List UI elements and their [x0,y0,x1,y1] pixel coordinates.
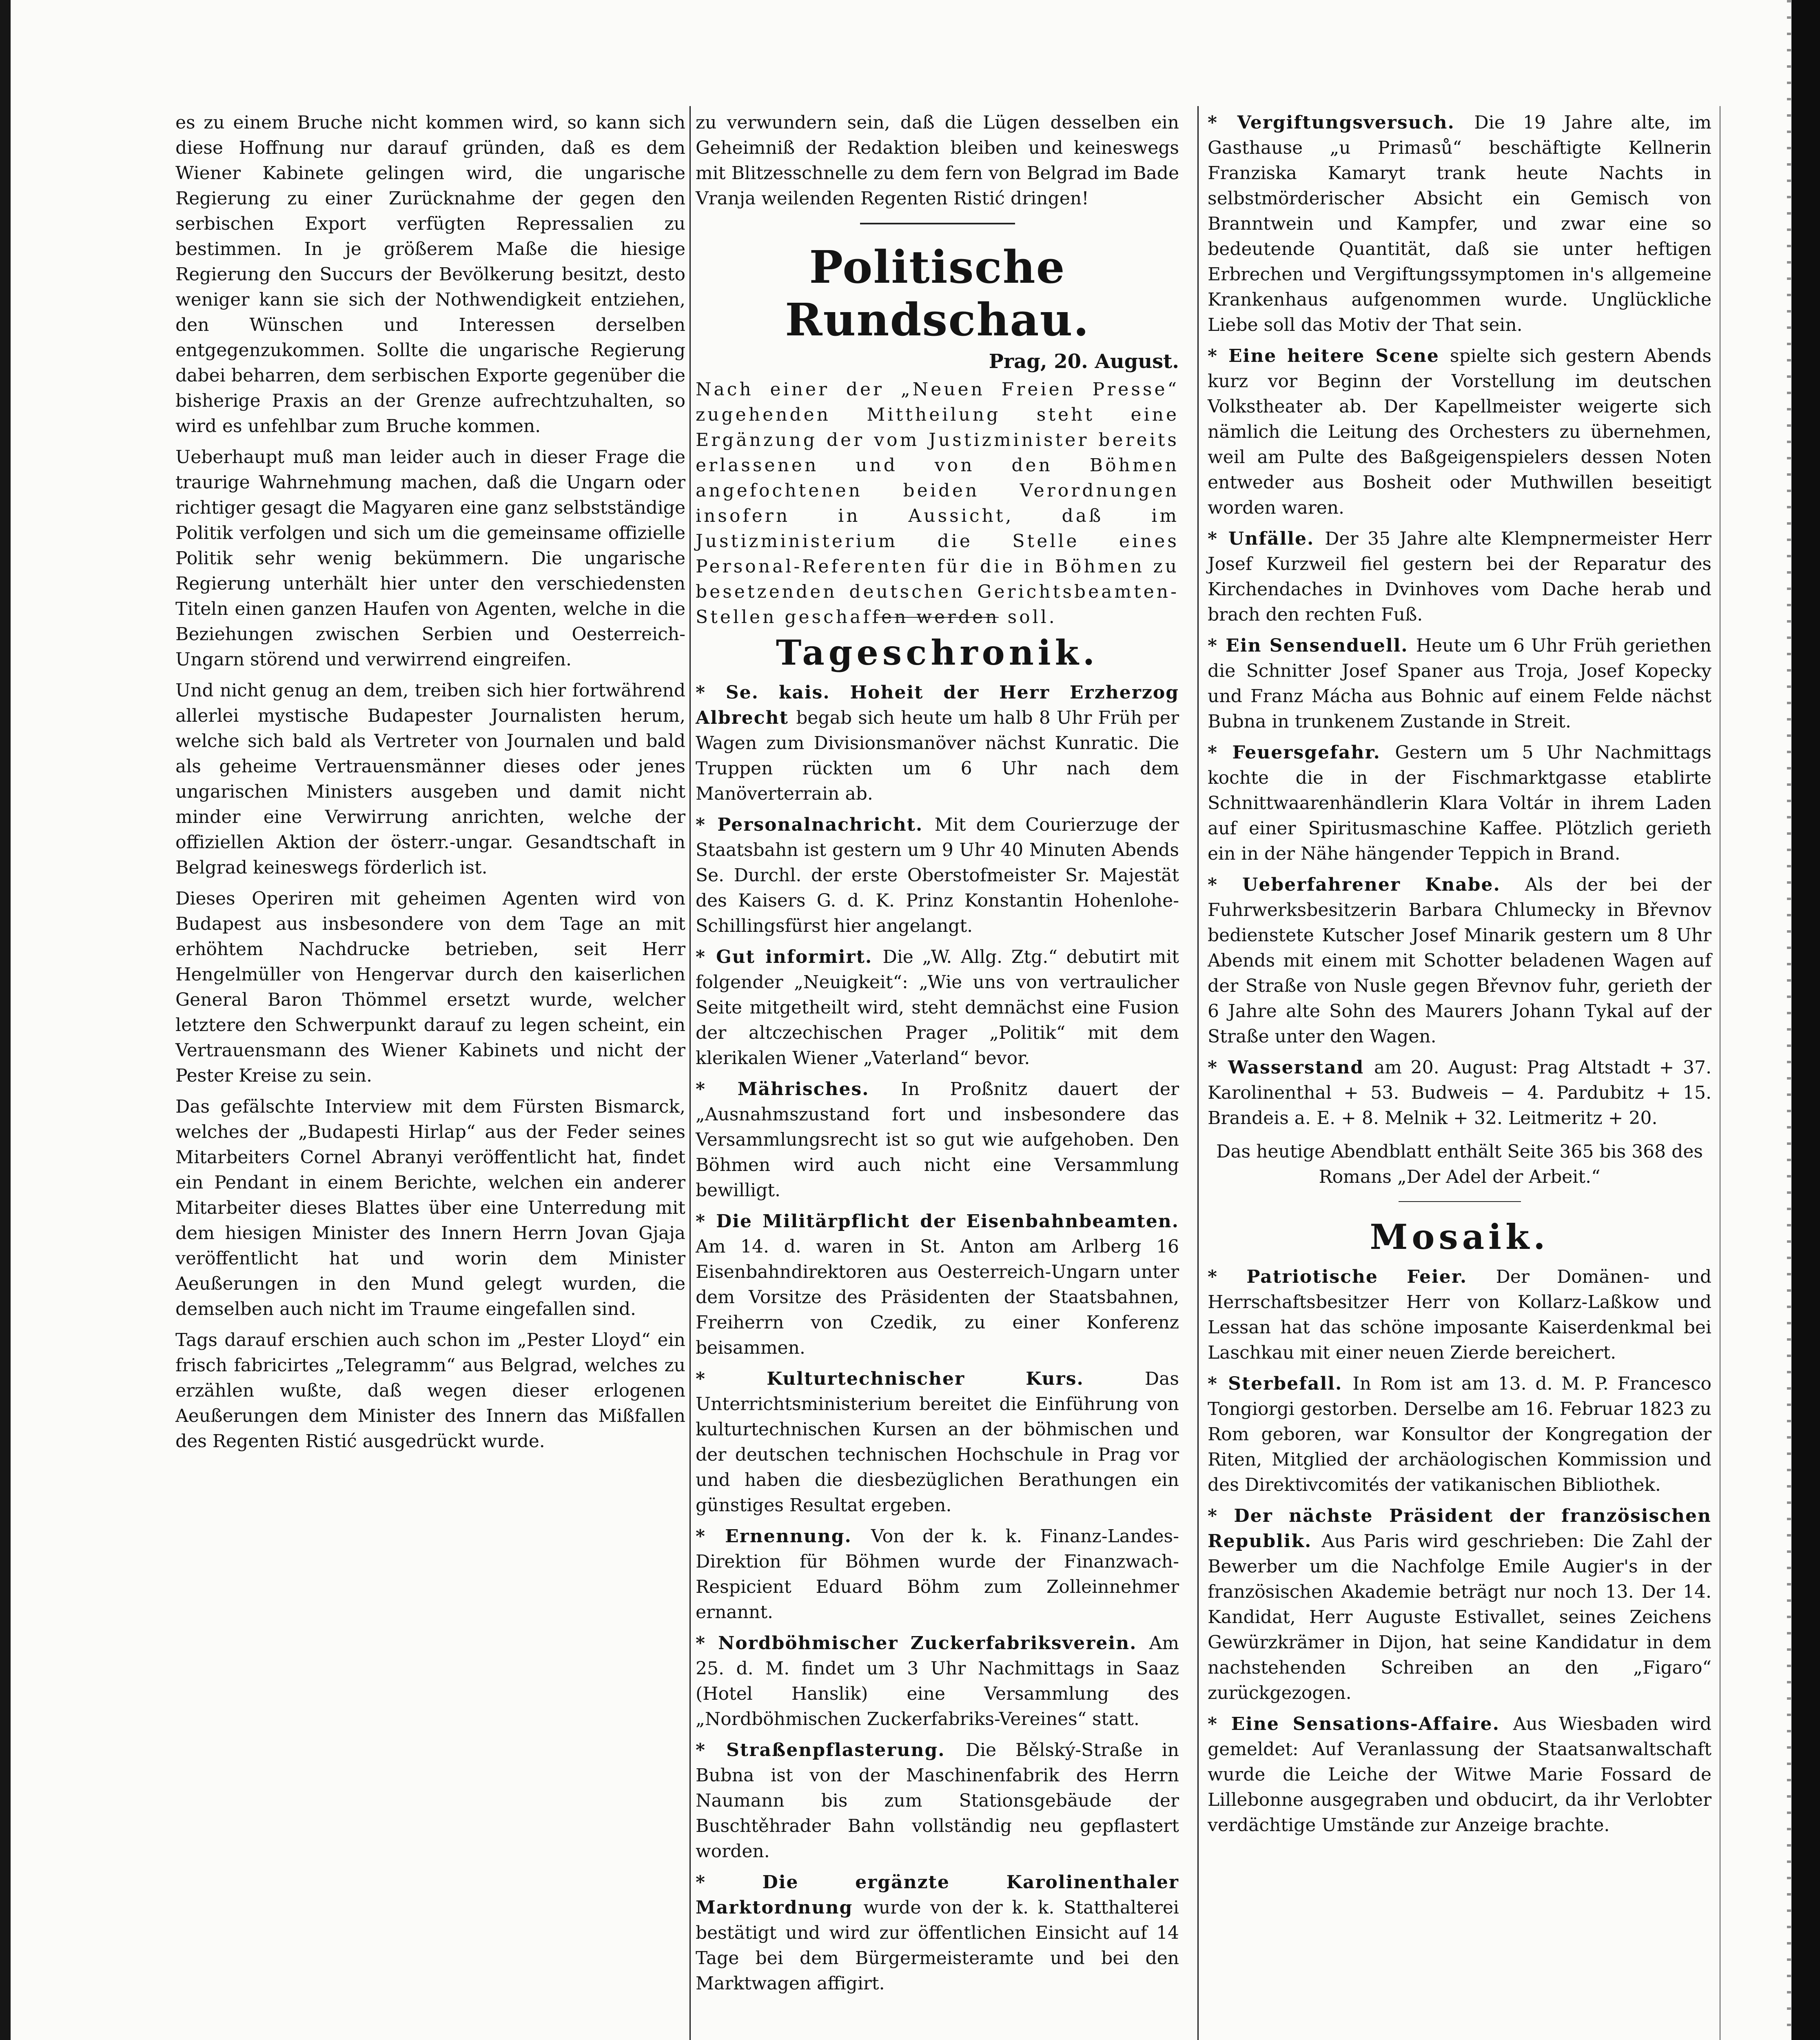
article-paragraph: Tags darauf erschien auch schon im „Pester Lloyd“ ein frisch fabricirtes „Telegramm“ aus Belgrad, welches zu erzählen wußte, daß wegen dieser erlogenen Aeußerungen dem Minister des Innern das Mißfallen des Regenten Ristić ausgedrückt wurde. [175,1330,685,1452]
article-paragraph: Nach einer der „Neuen Freien Presse“ zugehenden Mittheilung steht eine Ergänzung der vom Justizminister bereits erlassenen und von den Böhmen angefochtenen beiden Verordnungen insofern in Aussicht, daß im Justizministerium die Stelle eines Personal-Referenten für die in Böhmen zu besetzenden deutschen Gerichtsbeamten-Stellen geschaffen werden soll. [696,379,1179,628]
scan-edge-left [0,0,11,2040]
article-paragraph: Dieses Operiren mit geheimen Agenten wird von Budapest aus insbesondere von dem Tage an mit erhöhtem Nachdrucke betrieben, seit Herr Hengelmüller von Hengervar durch den kaiserlichen General Baron Thömmel ersetzt wurde, welcher letztere den Schwerpunkt darauf zu legen scheint, ein Vertrauensmann des Wiener Kabinets und nicht der Pester Kreise zu sein. [175,888,685,1086]
column-rule [689,106,691,2040]
news-item-text: Als der bei der Fuhrwerksbesitzerin Barbara Chlumecky in Břevnov bedienstete Kutscher Josef Minarik gestern um 8 Uhr Abends mit einem mit Schotter beladenen Wagen auf der Straße von Nusle gegen Břevnov fuhr, gerieth der 6 Jahre alte Sohn des Maurers Johann Tykal auf der Straße unter den Wagen. [1208,874,1711,1047]
news-item-title: * Se. kais. Hoheit der Herr Erzherzog Albrecht [696,682,1179,728]
news-item-title: * Die Militärpflicht der Eisenbahnbeamten. [696,1211,1179,1232]
news-item [696,812,1179,939]
news-item [1208,872,1711,1049]
article-paragraph: Und nicht genug an dem, treiben sich hier fortwährend allerlei mystische Budapester Journalisten herum, welche sich bald als Vertreter von Journalen und bald als geheime Vertrauensmänner dieses oder jenes ungarischen Ministers ausgeben und damit nicht minder eine Verwirrung anrichten, welche der offiziellen Aktion der österr.-ungar. Gesandtschaft in Belgrad keineswegs förderlich ist. [175,680,685,878]
article-paragraph: zu verwundern sein, daß die Lügen desselben ein Geheimniß der Redaktion bleiben und keineswegs mit Blitzesschnelle zu dem fern von Belgrad im Bade Vranja weilenden Regenten Ristić dringen! [696,112,1179,209]
news-item-text: Gestern um 5 Uhr Nachmittags kochte die in der Fischmarktgasse etablirte Schnittwaarenhändlerin Klara Voltár in ihrem Laden auf einer Spiritusmaschine Kaffee. Plötzlich gerieth ein in der Nähe hängender Teppich in Brand. [1208,742,1712,864]
news-item [696,1077,1179,1203]
scan-artifact [1787,0,1791,2040]
news-item-text: Am 14. d. waren in St. Anton am Arlberg 16 Eisenbahndirektoren aus Oesterreich-Ungarn unter dem Vorsitze des Präsidenten der Staatsbahnen, Freiherrn von Czedik, zu einer Konferenz beisammen. [696,1236,1179,1358]
news-item [1208,1371,1711,1498]
news-item-title: * Sterbefall. [1208,1373,1353,1394]
news-item-text: Das Unterrichtsministerium bereitet die Einführung von kulturtechnischen Kursen an der böhmischen und der deutschen technischen Hochschule in Prag vor und haben die diesbezüglichen Berathungen ein günstiges Resultat ergeben. [696,1368,1179,1516]
news-list [1208,1264,1711,1838]
news-list [696,680,1179,1996]
news-item-title: * Wasserstand [1208,1057,1374,1078]
news-item-title: * Unfälle. [1208,528,1325,549]
news-item-text: Die Bělský-Straße in Bubna ist von der Maschinenfabrik des Herrn Naumann bis zum Stationsgebäude der Buschtěhrader Bahn vollständig neu gepflastert worden. [696,1740,1179,1862]
news-item-title: * Vergiftungsversuch. [1208,112,1474,133]
news-item-text: Der 35 Jahre alte Klempnermeister Herr Josef Kurzweil fiel gestern bei der Reparatur des Kirchendaches in Dvinhoves vom Dache herab und brach den rechten Fuß. [1208,528,1711,625]
news-item-text: Am 25. d. M. findet um 3 Uhr Nachmittags in Saaz (Hotel Hanslik) eine Versammlung des „Nordböhmischen Zuckerfabriks-Vereines“ statt. [696,1633,1179,1730]
news-item [1208,1503,1711,1706]
news-item-text: Von der k. k. Finanz-Landes-Direktion für Böhmen wurde der Finanzwach-Respicient Eduard Böhm zum Zolleinnehmer ernannt. [696,1526,1179,1623]
article-paragraph: es zu einem Bruche nicht kommen wird, so kann sich diese Hoffnung nur darauf gründen, daß es dem Wiener Kabinete gelingen wird, die ungarische Regierung zu einer Zurücknahme der gegen den serbischen Export verfügten Repressalien zu bestimmen. In je größerem Maße die hiesige Regierung den Succurs der Bevölkerung besitzt, desto weniger kann sie sich der Nothwendigkeit entziehen, den Wünschen und Interessen derselben entgegenzukommen. Sollte die ungarische Regierung dabei beharren, dem serbischen Exporte gegenüber die bisherige Praxis an der Grenze aufrechtzuhalten, so wird es unfehlbar zum Bruche kommen. [175,112,685,437]
dateline: Prag, 20. August. [989,350,1179,373]
news-item-text: Mit dem Courierzuge der Staatsbahn ist gestern um 9 Uhr 40 Minuten Abends Se. Durchl. der erste Oberstofmeister Sr. Majestät des Kaisers G. d. K. Prinz Konstantin Hohenlohe-Schillingsfürst hier angelangt. [696,814,1179,936]
column-middle [696,110,1179,2040]
news-item-text: wurde von der k. k. Statthalterei bestätigt und wird zur öffentlichen Einsicht auf 14 Tage bei dem Bürgermeisteramte und bei den Marktwagen affigirt. [696,1897,1179,1994]
news-item-title: * Eine heitere Scene [1208,346,1450,366]
news-item [1208,344,1711,521]
news-item-text: Die 19 Jahre alte, im Gasthause „u Primasů“ beschäftigte Kellnerin Franziska Kamaryt trank heute Nachts in selbstmörderischer Absicht ein Gemisch von Branntwein und Kampfer, und zwar eine so bedeutende Quantität, daß sie unter heftigen Erbrechen und Vergiftungssymptomen in's allgemeine Krankenhaus aufgenommen wurde. Unglückliche Liebe soll das Motiv der That sein. [1208,112,1711,335]
news-item-title: * Die ergänzte Karolinenthaler Marktordnung [696,1872,1179,1918]
news-item-text: Der Domänen- und Herrschaftsbesitzer Herr von Kollarz-Laßkow und Lessan hat das schöne imposante Kaiserdenkmal bei Laschkau mit einer neuen Zierde bereichert. [1208,1266,1711,1363]
article-paragraph: Das gefälschte Interview mit dem Fürsten Bismarck, welches der „Budapesti Hirlap“ aus der Feder seines Mitarbeiters Cornel Abranyi veröffentlicht hat, findet ein Pendant in einem Berichte, welchen ein anderer Mitarbeiter dieses Blattes über eine Unterredung mit dem hiesigen Minister des Innern Herrn Jovan Gjaja veröffentlicht hat und worin dem Minister Aeußerungen in den Mund gelegt wurden, die demselben auch nicht im Traume eingefallen sind. [175,1096,685,1319]
article-paragraph: Ueberhaupt muß man leider auch in dieser Frage die traurige Wahrnehmung machen, daß die Ungarn oder richtiger gesagt die Magyaren eine ganz selbstständige Politik verfolgen und sich um die gemeinsame offizielle Politik sehr wenig bekümmern. Die ungarische Regierung unterhält hier unter den verschiedensten Titeln einen ganzen Haufen von Agenten, welche in die Beziehungen zwischen Serbien und Oesterreich-Ungarn störend und verwirrend eingreifen. [175,447,685,670]
news-item [1208,1264,1711,1366]
news-item [696,680,1179,807]
news-item-text: Heute um 6 Uhr Früh geriethen die Schnitter Josef Spaner aus Troja, Josef Kopecky und Franz Mácha aus Bohnic auf einem Felde nächst Bubna in trunkenem Zustande in Streit. [1208,635,1711,732]
news-item-title: * Kulturtechnischer Kurs. [696,1368,1145,1389]
news-item [696,1870,1179,1996]
news-item-text: Aus Wiesbaden wird gemeldet: Auf Veranlassung der Staatsanwaltschaft wurde die Leiche der Witwe Marie Fossard de Lillebonne ausgegraben und obducirt, da ihr Verlobter verdächtige Umstände zur Anzeige brachte. [1208,1714,1711,1836]
news-item-title: * Patriotische Feier. [1208,1266,1496,1287]
news-item [1208,526,1711,628]
news-item-title: * Eine Sensations-Affaire. [1208,1714,1513,1734]
news-item [696,1209,1179,1361]
news-item [696,1738,1179,1864]
news-item-title: * Ein Sensenduell. [1208,635,1416,656]
news-item-text: In Proßnitz dauert der „Ausnahmszustand fort und insbesondere das Versammlungsrecht ist so gut wie aufgehoben. Den Böhmen wird auch nicht eine Versammlung bewilligt. [696,1079,1179,1201]
scan-edge-right [1791,0,1820,2040]
news-item [1208,740,1711,867]
news-item [1208,1712,1711,1838]
news-item [696,1524,1179,1625]
news-item-title: * Mährisches. [696,1079,901,1100]
column-right [1208,110,1711,2040]
news-item [696,1366,1179,1518]
news-item [1208,1055,1711,1131]
news-item-text: am 20. August: Prag Altstadt + 37. Karolinenthal + 53. Budweis − 4. Pardubitz + 15. Brandeis a. E. + 8. Melnik + 32. Leitmeritz + 20. [1208,1057,1711,1129]
news-item-text: spielte sich gestern Abends kurz vor Beginn der Vorstellung im deutschen Volkstheater ab. Der Kapellmeister weigerte sich nämlich die Leitung des Orchesters zu übernehmen, weil am Pulte des Baßgeigenspielers dessen Noten entweder aus Bosheit oder Muthwillen beseitigt worden waren. [1208,346,1711,518]
news-item-title: * Nordböhmischer Zuckerfabriksverein. [696,1633,1149,1654]
section-title: Mosaik. [1370,1217,1550,1257]
section-title: Tageschronik. [776,632,1099,673]
divider [860,223,1015,224]
news-item [1208,110,1711,338]
news-item-text: Aus Paris wird geschrieben: Die Zahl der Bewerber um die Nachfolge Emile Augier's in der französischen Akademie beträgt nur noch 13. Der 14. Kandidat, Herr Auguste Estivallet, seines Zeichens Gewürzkrämer in Dijon, hat seine Kandidatur in dem nachstehenden Schreiben an den „Figaro“ zurückgezogen. [1208,1531,1711,1703]
column-rule [1197,106,1199,2040]
news-item-title: * Gut informirt. [696,947,883,967]
news-item [1208,633,1711,734]
news-item-title: * Personalnachricht. [696,814,935,835]
section-title: Politische Rundschau. [785,241,1090,346]
news-item-title: * Ueberfahrener Knabe. [1208,874,1525,895]
news-item [696,945,1179,1071]
column-left [175,110,685,2040]
news-item-text: Die „W. Allg. Ztg.“ debutirt mit folgender „Neuigkeit“: „Wie uns von vertraulicher Seite mitgetheilt wird, steht demnächst eine Fusion der altczechischen Prager „Politik“ mit dem klerikalen Wiener „Vaterland“ bevor. [696,947,1179,1069]
divider [1399,1201,1521,1202]
notice: Das heutige Abendblatt enthält Seite 365 bis 368 des Romans „Der Adel der Arbeit.“ [1216,1141,1703,1187]
news-item-text: In Rom ist am 13. d. M. P. Francesco Tongiorgi gestorben. Derselbe am 16. Februar 1823 zu Rom geboren, war Konsultor der Kongregation der Riten, Mitglied der archäologischen Kommission und des Direktivcomités der vatikanischen Bibliothek. [1208,1373,1711,1495]
news-item-title: * Feuersgefahr. [1208,742,1395,763]
news-list [1208,110,1711,1131]
news-item-text: begab sich heute um halb 8 Uhr Früh per Wagen zum Divisionsmanöver nächst Kunratic. Die Truppen rückten um 6 Uhr nach dem Manöverterrain ab. [696,707,1179,804]
news-item-title: * Ernennung. [696,1526,871,1547]
news-item-title: * Der nächste Präsident der französischen Republik. [1208,1506,1711,1552]
news-item-title: * Straßenpflasterung. [696,1740,966,1761]
news-item [696,1631,1179,1732]
